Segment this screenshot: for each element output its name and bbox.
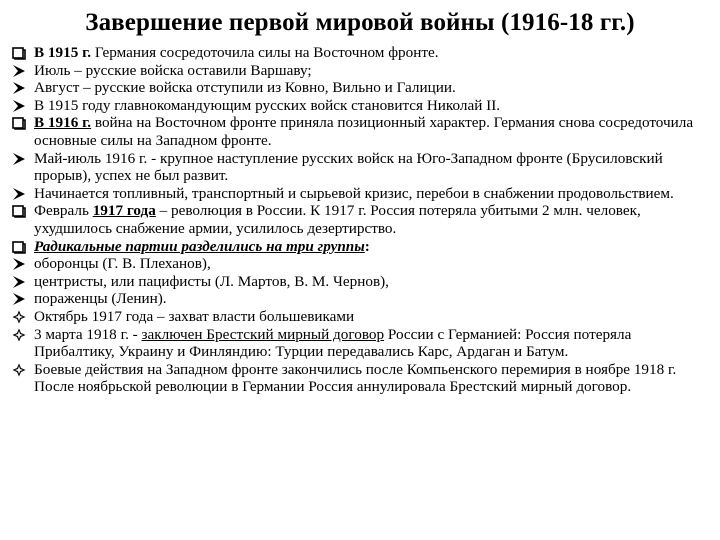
list-item-text: центристы, или пацифисты (Л. Мартов, В. М. Чернов), xyxy=(34,272,389,290)
list-item-text: 3 марта 1918 г. - xyxy=(34,325,142,343)
list-item-text: России с Германией: Россия потеряла Прибалтику, Украину и Финляндию: Турции передавались Карс, Ардаган и Батум. xyxy=(34,325,632,361)
bullet-list xyxy=(0,44,720,396)
list-item-text: Май-июль 1916 г. - крупное наступление русских войск на Юго-Западном фронте (Брусиловский прорыв), успех не был развит. xyxy=(34,149,663,185)
arrow-bullet-icon xyxy=(10,290,28,308)
list-item-text: Октябрь 1917 года – захват власти большевиками xyxy=(34,307,355,325)
list-item-text: пораженцы (Ленин). xyxy=(34,290,167,308)
list-item-text: – революция в России. К 1917 г. Россия потеряла убитыми 2 млн. человек, ухудшилось снабжение армии, усилилось дезертирство. xyxy=(34,202,641,237)
list-item xyxy=(0,238,720,256)
arrow-bullet-icon xyxy=(10,150,28,168)
list-item-text: Начинается топливный, транспортный и сырьевой кризис, перебои в снабжении продовольствием. xyxy=(34,184,674,202)
list-item-text: Февраль xyxy=(34,202,93,220)
list-item xyxy=(0,290,720,308)
square-bullet-icon xyxy=(10,114,28,132)
list-item-text: Радикальные партии разделились на три группы xyxy=(34,237,365,255)
arrow-bullet-icon xyxy=(10,185,28,203)
square-bullet-icon xyxy=(10,238,28,256)
list-item xyxy=(0,114,720,149)
list-item xyxy=(0,79,720,97)
arrow-bullet-icon xyxy=(10,273,28,291)
list-item xyxy=(0,361,720,396)
list-item-text: : xyxy=(364,237,370,255)
list-item-text: Боевые действия на Западном фронте закончились после Компьенского перемирия в ноябре 1918 г. После ноябрьской революции в Германии Россия аннулировала Брестский мирный договор. xyxy=(34,360,677,396)
square-bullet-icon xyxy=(10,44,28,62)
list-item-text: Германия сосредоточила силы на Восточном фронте. xyxy=(91,44,439,61)
list-item-text: В 1915 году главнокомандующим русских войск становится Николай II. xyxy=(34,96,501,114)
list-item xyxy=(0,308,720,326)
list-item xyxy=(0,185,720,203)
list-item xyxy=(0,44,720,62)
arrow-bullet-icon xyxy=(10,97,28,115)
list-item-text: Июль – русские войска оставили Варшаву; xyxy=(34,61,312,79)
list-item-text: 1917 года xyxy=(92,202,156,220)
list-item-text: оборонцы (Г. В. Плеханов), xyxy=(34,255,211,273)
arrow-bullet-icon xyxy=(10,62,28,80)
list-item xyxy=(0,273,720,291)
list-item-text: заключен Брестский мирный договор xyxy=(141,325,385,343)
list-item-text: Август – русские войска отступили из Ковно, Вильно и Галиции. xyxy=(34,79,456,97)
list-item xyxy=(0,62,720,80)
list-item xyxy=(0,202,720,237)
slide-title: Завершение первой мировой войны (1916-18 гг.) xyxy=(85,9,635,36)
diamond-bullet-icon xyxy=(10,361,28,379)
list-item xyxy=(0,326,720,361)
diamond-bullet-icon xyxy=(10,326,28,344)
list-item xyxy=(0,255,720,273)
list-item-text: В 1915 г. xyxy=(34,44,92,61)
arrow-bullet-icon xyxy=(10,79,28,97)
diamond-bullet-icon xyxy=(10,308,28,326)
list-item xyxy=(0,150,720,185)
list-item-text: В 1916 г. xyxy=(34,114,92,132)
arrow-bullet-icon xyxy=(10,255,28,273)
square-bullet-icon xyxy=(10,202,28,220)
list-item-text: война на Восточном фронте приняла позиционный характер. Германия снова сосредоточила основные силы на Западном фронте. xyxy=(34,114,694,149)
list-item xyxy=(0,97,720,115)
